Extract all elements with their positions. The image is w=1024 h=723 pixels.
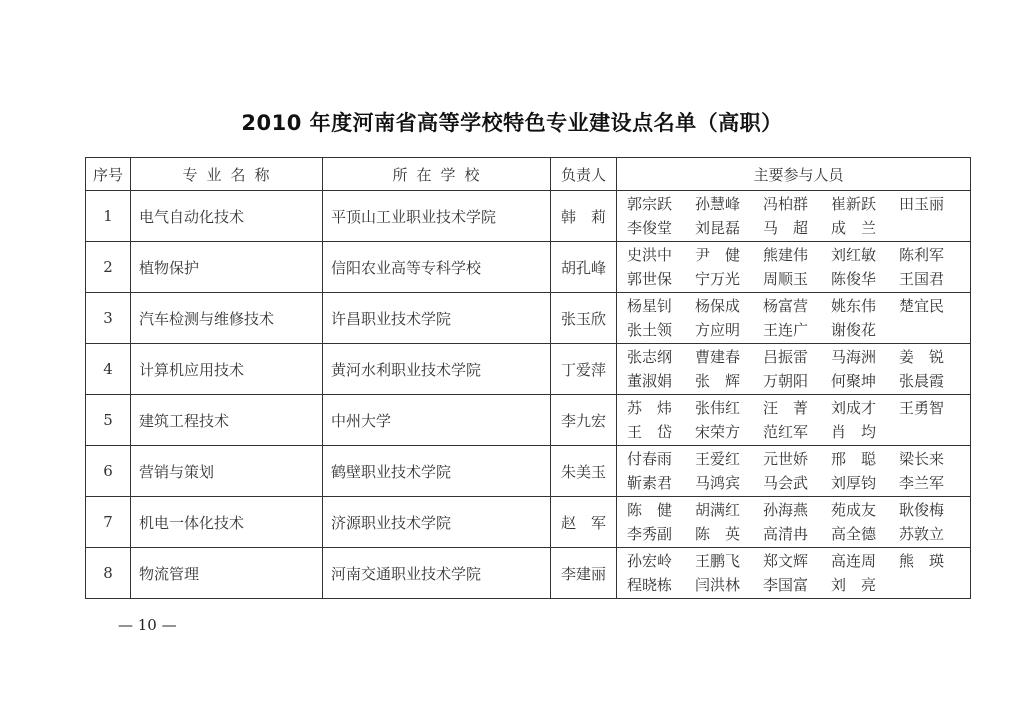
header-major: 专业名称 bbox=[131, 158, 323, 191]
row-index: 7 bbox=[86, 497, 131, 548]
leader-cell bbox=[551, 293, 617, 344]
member-name: 肖均 bbox=[831, 423, 876, 441]
leader-cell bbox=[551, 446, 617, 497]
table-row bbox=[86, 446, 971, 497]
member-name: 王勇智 bbox=[899, 399, 945, 417]
member-name: 李秀副 bbox=[627, 525, 673, 543]
member-name: 高清冉 bbox=[763, 525, 809, 543]
member-name: 谢俊花 bbox=[831, 321, 877, 339]
table-row bbox=[86, 548, 971, 599]
major-name: 电气自动化技术 bbox=[131, 191, 323, 242]
member-name: 李兰军 bbox=[899, 474, 945, 492]
member-name: 孙海燕 bbox=[763, 501, 809, 519]
member-name: 刘昆磊 bbox=[695, 219, 741, 237]
member-name: 孙慧峰 bbox=[695, 195, 741, 213]
leader-name: 韩莉 bbox=[561, 207, 606, 226]
table-row bbox=[86, 242, 971, 293]
leader-cell bbox=[551, 191, 617, 242]
member-name: 王连广 bbox=[763, 321, 809, 339]
member-name: 苏炜 bbox=[627, 399, 672, 417]
leader-name: 胡孔峰 bbox=[561, 258, 607, 277]
table-row bbox=[86, 395, 971, 446]
member-name: 张土领 bbox=[627, 321, 673, 339]
member-name: 范红军 bbox=[763, 423, 809, 441]
member-name: 董淑娟 bbox=[627, 372, 673, 390]
major-name: 机电一体化技术 bbox=[131, 497, 323, 548]
leader-name: 朱美玉 bbox=[561, 462, 607, 481]
row-index: 6 bbox=[86, 446, 131, 497]
member-name: 崔新跃 bbox=[831, 195, 877, 213]
member-name: 李俊堂 bbox=[627, 219, 673, 237]
major-name: 植物保护 bbox=[131, 242, 323, 293]
leader-name: 赵军 bbox=[561, 513, 606, 532]
members-cell bbox=[617, 446, 971, 497]
school-name: 黄河水利职业技术学院 bbox=[323, 344, 551, 395]
member-name: 付春雨 bbox=[627, 450, 673, 468]
member-name: 耿俊梅 bbox=[899, 501, 945, 519]
table-row bbox=[86, 344, 971, 395]
member-name: 宋荣方 bbox=[695, 423, 741, 441]
member-name: 熊建伟 bbox=[763, 246, 809, 264]
member-name: 万朝阳 bbox=[763, 372, 809, 390]
leader-cell bbox=[551, 395, 617, 446]
member-name: 尹健 bbox=[695, 246, 740, 264]
member-name: 史洪中 bbox=[627, 246, 673, 264]
leader-name: 李建丽 bbox=[561, 564, 607, 583]
member-name: 高全德 bbox=[831, 525, 877, 543]
school-name: 平顶山工业职业技术学院 bbox=[323, 191, 551, 242]
member-name: 王国君 bbox=[899, 270, 945, 288]
member-name: 马会武 bbox=[763, 474, 809, 492]
member-name: 苏敦立 bbox=[899, 525, 945, 543]
leader-cell bbox=[551, 548, 617, 599]
members-cell bbox=[617, 344, 971, 395]
member-name: 王鹏飞 bbox=[695, 552, 741, 570]
header-leader: 负责人 bbox=[551, 158, 617, 191]
member-name: 孙宏岭 bbox=[627, 552, 673, 570]
members-cell bbox=[617, 497, 971, 548]
leader-name: 张玉欣 bbox=[561, 309, 607, 328]
member-name: 刘成才 bbox=[831, 399, 877, 417]
row-index: 3 bbox=[86, 293, 131, 344]
member-name: 陈利军 bbox=[899, 246, 945, 264]
member-name: 刘亮 bbox=[831, 576, 876, 594]
member-name: 高连周 bbox=[831, 552, 877, 570]
member-name: 陈俊华 bbox=[831, 270, 877, 288]
row-index: 8 bbox=[86, 548, 131, 599]
members-cell bbox=[617, 242, 971, 293]
leader-name: 李九宏 bbox=[561, 411, 607, 430]
member-name: 元世娇 bbox=[763, 450, 809, 468]
members-cell bbox=[617, 191, 971, 242]
member-name: 何聚坤 bbox=[831, 372, 877, 390]
leader-name: 丁爱萍 bbox=[561, 360, 607, 379]
member-name: 姜锐 bbox=[899, 348, 944, 366]
member-name: 马海洲 bbox=[831, 348, 877, 366]
school-name: 中州大学 bbox=[323, 395, 551, 446]
row-index: 4 bbox=[86, 344, 131, 395]
major-name: 汽车检测与维修技术 bbox=[131, 293, 323, 344]
header-school: 所在学校 bbox=[323, 158, 551, 191]
member-name: 张伟红 bbox=[695, 399, 741, 417]
document-title: 2010 年度河南省高等学校特色专业建设点名单（高职） bbox=[241, 111, 783, 135]
member-name: 宁万光 bbox=[695, 270, 741, 288]
school-name: 济源职业技术学院 bbox=[323, 497, 551, 548]
school-name: 信阳农业高等专科学校 bbox=[323, 242, 551, 293]
major-name: 物流管理 bbox=[131, 548, 323, 599]
table-row bbox=[86, 497, 971, 548]
member-name: 成兰 bbox=[831, 219, 876, 237]
member-name: 张晨霞 bbox=[899, 372, 945, 390]
member-name: 周顺玉 bbox=[763, 270, 809, 288]
member-name: 姚东伟 bbox=[831, 297, 877, 315]
member-name: 程晓栋 bbox=[627, 576, 673, 594]
school-name: 河南交通职业技术学院 bbox=[323, 548, 551, 599]
member-name: 汪菁 bbox=[763, 399, 808, 417]
row-index: 5 bbox=[86, 395, 131, 446]
member-name: 王岱 bbox=[627, 423, 672, 441]
member-name: 杨星钊 bbox=[627, 297, 673, 315]
member-name: 刘红敏 bbox=[831, 246, 877, 264]
header-members: 主要参与人员 bbox=[617, 158, 971, 191]
major-name: 营销与策划 bbox=[131, 446, 323, 497]
members-cell bbox=[617, 293, 971, 344]
member-name: 邢聪 bbox=[831, 450, 876, 468]
member-name: 杨富营 bbox=[763, 297, 809, 315]
member-name: 张辉 bbox=[695, 372, 740, 390]
member-name: 熊瑛 bbox=[899, 552, 944, 570]
leader-cell bbox=[551, 497, 617, 548]
member-name: 马鸿宾 bbox=[695, 474, 741, 492]
leader-cell bbox=[551, 242, 617, 293]
row-index: 2 bbox=[86, 242, 131, 293]
member-name: 王爱红 bbox=[695, 450, 741, 468]
table-row bbox=[86, 191, 971, 242]
member-name: 吕振雷 bbox=[763, 348, 809, 366]
major-name: 计算机应用技术 bbox=[131, 344, 323, 395]
table-header-row bbox=[86, 158, 971, 191]
page-number: — 10 — bbox=[118, 616, 177, 634]
member-name: 郭世保 bbox=[627, 270, 673, 288]
member-name: 陈健 bbox=[627, 501, 672, 519]
member-name: 胡满红 bbox=[695, 501, 741, 519]
member-name: 郭宗跃 bbox=[627, 195, 673, 213]
members-cell bbox=[617, 395, 971, 446]
member-name: 梁长来 bbox=[899, 450, 945, 468]
table-row bbox=[86, 293, 971, 344]
specialty-list-table bbox=[85, 157, 971, 599]
leader-cell bbox=[551, 344, 617, 395]
major-name: 建筑工程技术 bbox=[131, 395, 323, 446]
school-name: 鹤壁职业技术学院 bbox=[323, 446, 551, 497]
member-name: 靳素君 bbox=[627, 474, 673, 492]
row-index: 1 bbox=[86, 191, 131, 242]
member-name: 苑成友 bbox=[831, 501, 877, 519]
member-name: 陈英 bbox=[695, 525, 740, 543]
member-name: 郑文辉 bbox=[763, 552, 809, 570]
school-name: 许昌职业技术学院 bbox=[323, 293, 551, 344]
member-name: 刘厚钧 bbox=[831, 474, 877, 492]
member-name: 马超 bbox=[763, 219, 808, 237]
member-name: 楚宜民 bbox=[899, 297, 945, 315]
members-cell bbox=[617, 548, 971, 599]
member-name: 张志纲 bbox=[627, 348, 673, 366]
member-name: 方应明 bbox=[695, 321, 741, 339]
member-name: 杨保成 bbox=[695, 297, 741, 315]
member-name: 田玉丽 bbox=[899, 195, 945, 213]
header-index: 序号 bbox=[86, 158, 131, 191]
member-name: 闫洪林 bbox=[695, 576, 741, 594]
member-name: 冯柏群 bbox=[763, 195, 809, 213]
member-name: 曹建春 bbox=[695, 348, 741, 366]
member-name: 李国富 bbox=[763, 576, 809, 594]
